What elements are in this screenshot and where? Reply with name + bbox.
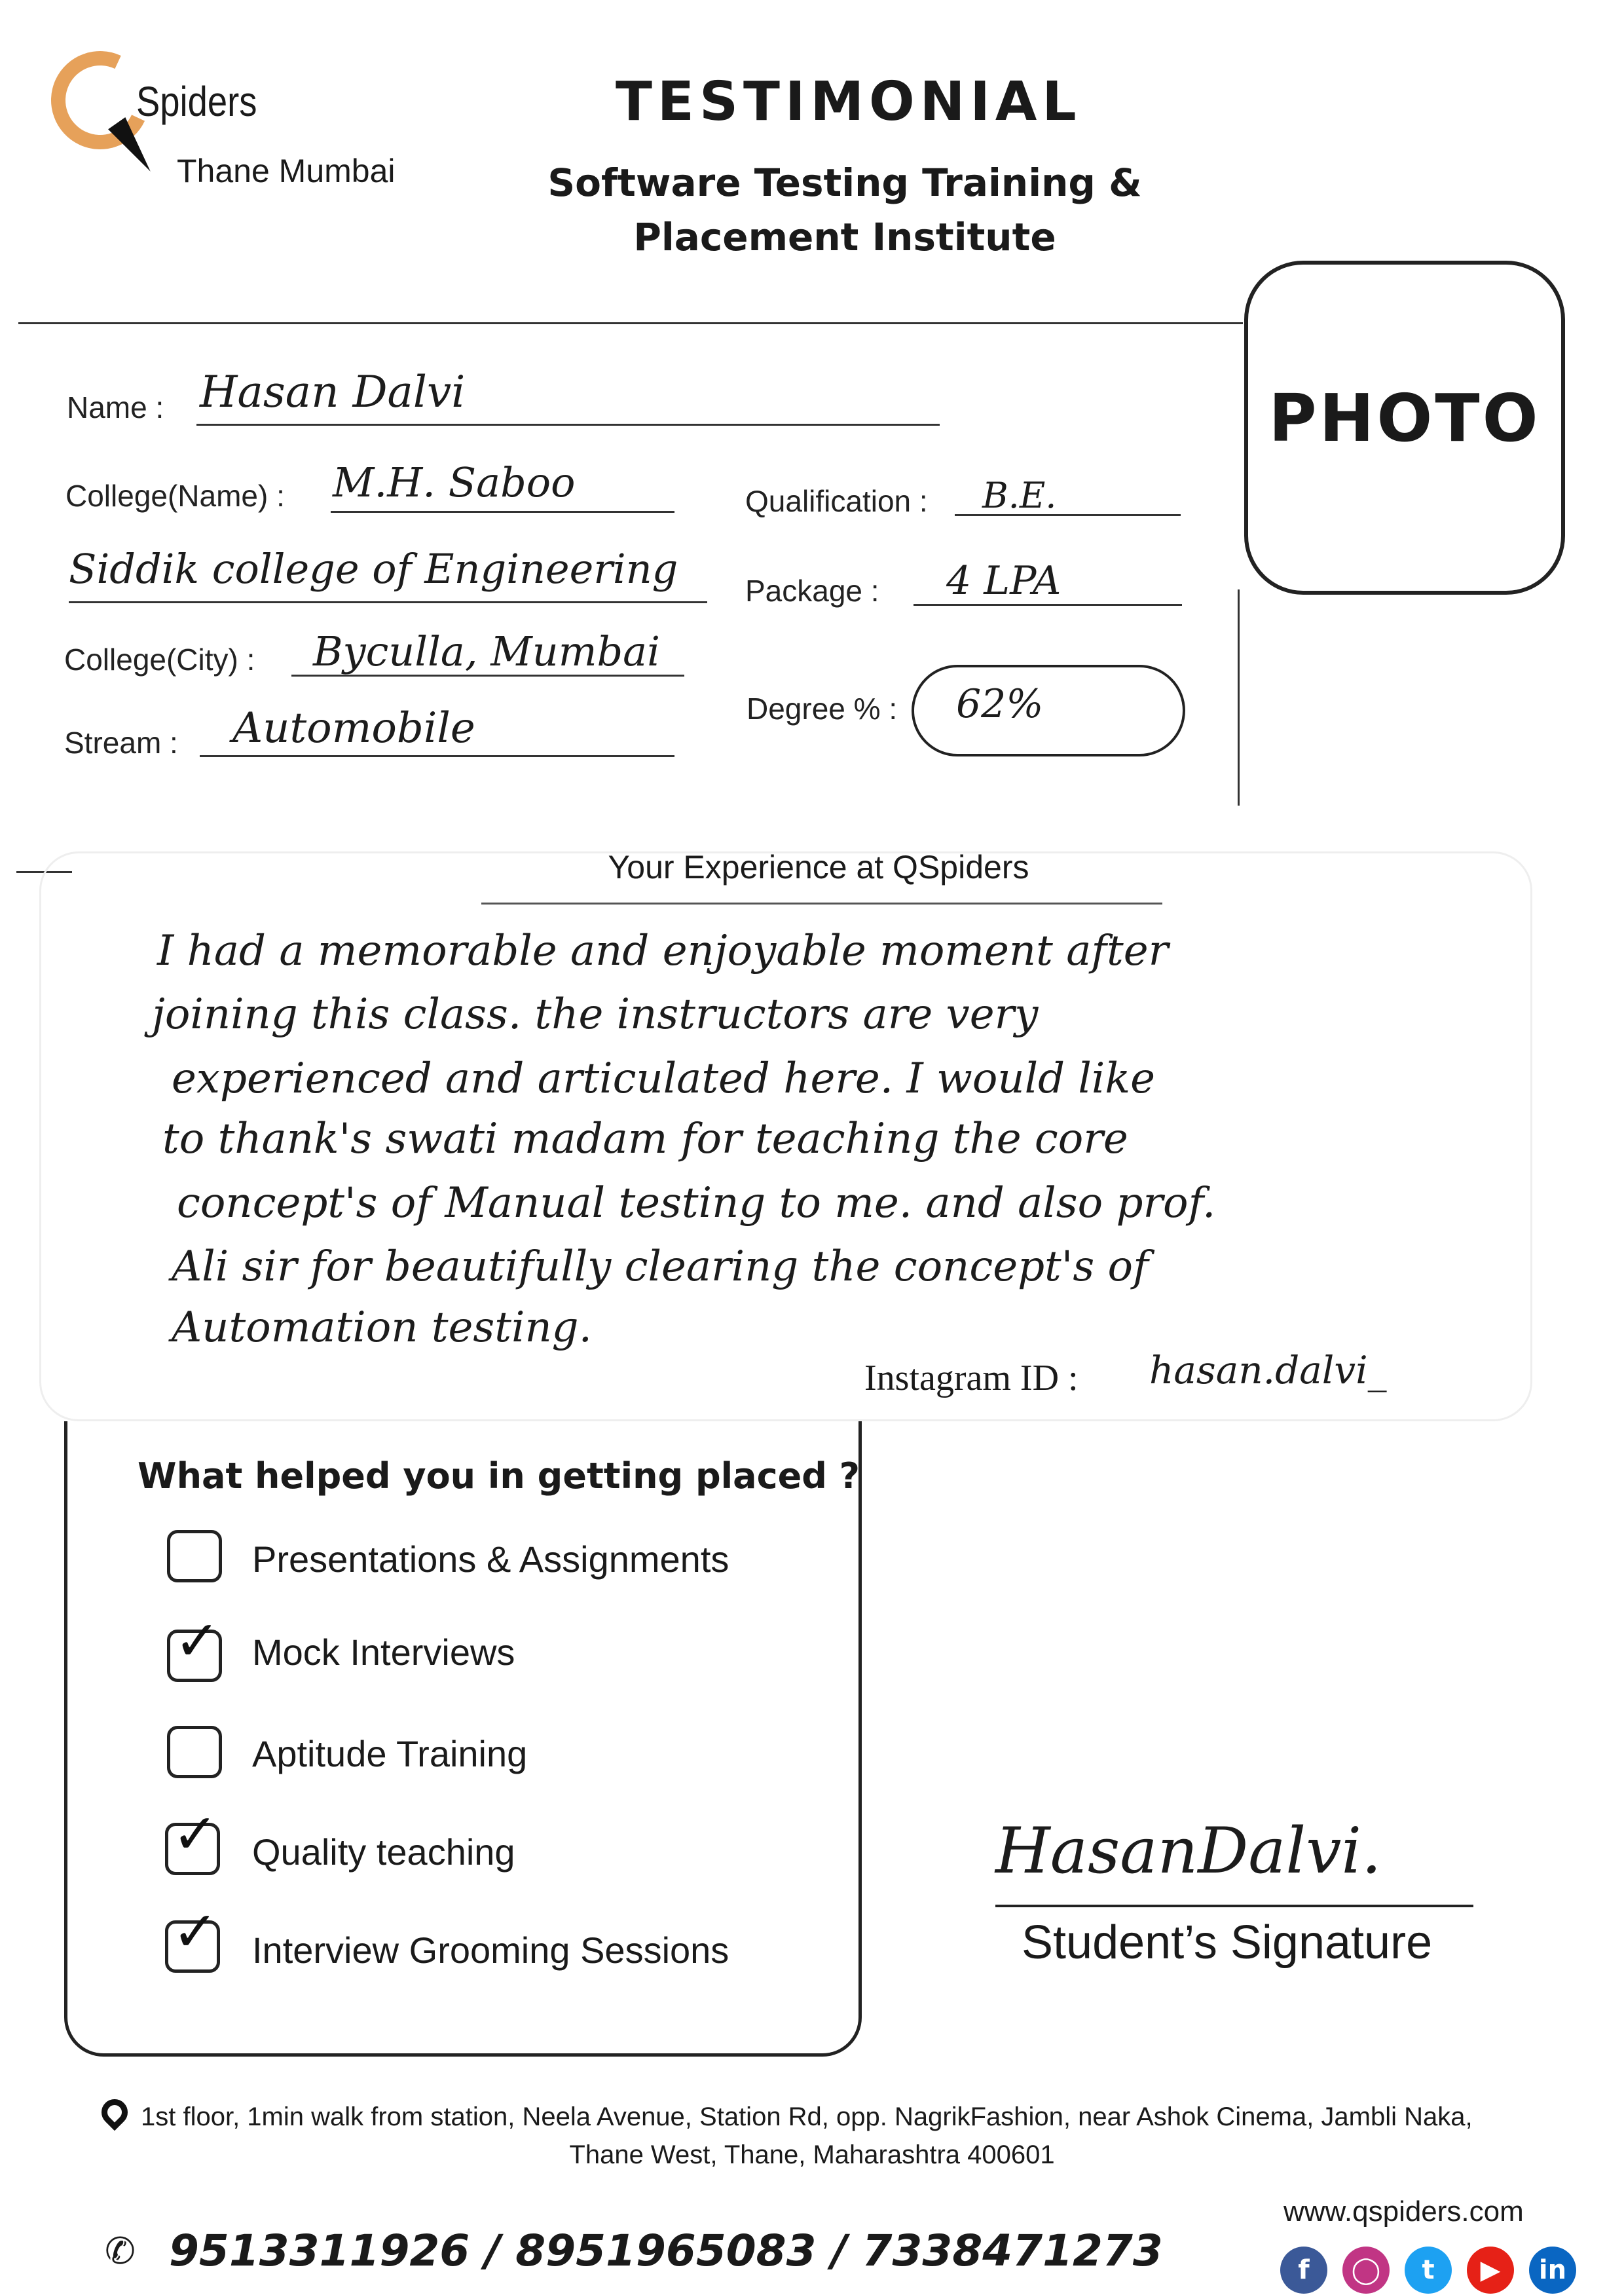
- degree-label: Degree % :: [747, 692, 898, 726]
- instagram-label: Instagram ID :: [864, 1358, 1079, 1398]
- address-line2: Thane West, Thane, Maharashtra 400601: [569, 2140, 1055, 2169]
- brand-location: Thane Mumbai: [177, 153, 396, 189]
- checkmark-icon: ✓: [172, 1899, 219, 1964]
- address-line1: 1st floor, 1min walk from station, Neela Avenue, Station Rd, opp. NagrikFashion, near Ashok Cinema, Jambli Naka,: [141, 2102, 1473, 2131]
- option-label: Interview Grooming Sessions: [252, 1930, 729, 1971]
- college-value-line1: M.H. Saboo: [333, 458, 576, 506]
- qualification-underline: [955, 514, 1181, 516]
- package-underline: [913, 604, 1182, 606]
- college-city-value: Byculla, Mumbai: [313, 627, 660, 675]
- qualification-value: B.E.: [982, 475, 1057, 516]
- checkbox-interview-grooming[interactable]: [165, 1899, 220, 1973]
- experience-line: Ali sir for beautifully clearing the concept's of: [172, 1242, 1149, 1291]
- experience-line: joining this class. the instructors are very: [152, 990, 1039, 1039]
- photo-label: PHOTO: [1268, 380, 1541, 457]
- student-signature: HasanDalvi.: [995, 1814, 1382, 1888]
- website-link[interactable]: www.qspiders.com: [1283, 2195, 1524, 2228]
- youtube-icon[interactable]: ▶: [1467, 2247, 1514, 2294]
- degree-value: 62%: [956, 681, 1044, 727]
- degree-box: [912, 665, 1185, 756]
- header-divider: [18, 322, 1243, 324]
- phone-icon: ✆: [105, 2230, 136, 2273]
- form-right-divider: [1238, 589, 1240, 806]
- signature-label: Student’s Signature: [1022, 1916, 1433, 1969]
- experience-line: to thank's swati madam for teaching the core: [162, 1115, 1128, 1163]
- option-label: Quality teaching: [252, 1831, 515, 1873]
- stream-value: Automobile: [232, 704, 475, 753]
- linkedin-icon[interactable]: in: [1529, 2247, 1576, 2294]
- instagram-icon[interactable]: ◯: [1342, 2247, 1390, 2294]
- stream-underline: [200, 755, 674, 757]
- name-label: Name :: [67, 390, 164, 424]
- brand-name: Spiders: [136, 78, 257, 125]
- experience-line: experienced and articulated here. I would like: [172, 1054, 1155, 1103]
- college-city-underline: [291, 675, 684, 677]
- name-underline: [196, 424, 940, 426]
- document-subtitle-line2: Placement Institute: [633, 215, 1056, 259]
- college-city-label: College(City) :: [64, 643, 255, 677]
- stream-label: Stream :: [64, 726, 178, 760]
- package-label: Package :: [745, 574, 879, 608]
- instagram-value: hasan.dalvi_: [1149, 1348, 1387, 1392]
- checkbox-aptitude[interactable]: [167, 1726, 222, 1778]
- facebook-icon[interactable]: f: [1280, 2247, 1327, 2294]
- checkmark-icon: ✓: [174, 1609, 221, 1673]
- document-subtitle-line1: Software Testing Training &: [547, 160, 1142, 205]
- experience-line: I had a memorable and enjoyable moment after: [157, 927, 1169, 975]
- qualification-label: Qualification :: [745, 484, 928, 518]
- experience-title: Your Experience at QSpiders: [608, 849, 1029, 886]
- package-value: 4 LPA: [946, 558, 1061, 604]
- checkbox-presentations[interactable]: [167, 1530, 222, 1582]
- experience-title-underline: [481, 903, 1162, 905]
- phone-numbers: 9513311926 / 8951965083 / 7338471273: [169, 2226, 1163, 2276]
- placement-title: What helped you in getting placed ?: [138, 1455, 860, 1497]
- college-line2-underline: [69, 601, 707, 603]
- signature-line: [995, 1905, 1473, 1907]
- checkbox-quality-teaching[interactable]: [165, 1802, 220, 1875]
- checkmark-icon: ✓: [172, 1802, 219, 1866]
- twitter-icon[interactable]: t: [1405, 2247, 1452, 2294]
- option-label: Mock Interviews: [252, 1632, 515, 1673]
- document-title: TESTIMONIAL: [616, 71, 1082, 133]
- checkbox-mock-interviews[interactable]: [167, 1609, 222, 1682]
- experience-line: concept's of Manual testing to me. and also prof.: [177, 1179, 1216, 1227]
- college-value-line2: Siddik college of Engineering: [69, 545, 678, 593]
- option-label: Presentations & Assignments: [252, 1539, 729, 1580]
- college-label: College(Name) :: [65, 479, 285, 513]
- option-label: Aptitude Training: [252, 1733, 528, 1774]
- experience-line: Automation testing.: [172, 1303, 592, 1352]
- location-pin-icon: [96, 2094, 134, 2131]
- name-value: Hasan Dalvi: [200, 367, 466, 417]
- college-underline: [331, 511, 674, 513]
